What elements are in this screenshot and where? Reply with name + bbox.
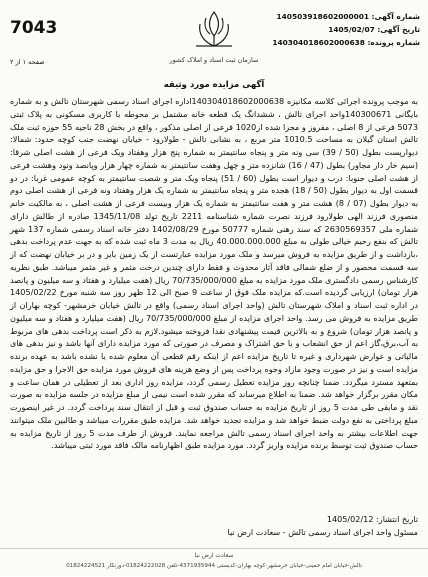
publish-date: تاریخ انتشار: 1405/02/12 — [326, 514, 418, 524]
footer-signature: سعادت ارض نیا — [194, 552, 234, 559]
case-number: شماره پرونده: 140304018602000638 — [272, 38, 420, 47]
ad-meta — [260, 10, 420, 49]
code-number: 7043 — [10, 18, 58, 38]
ad-title: آگهی مزایده مورد وثیقه — [163, 80, 265, 90]
header — [0, 0, 428, 72]
ad-body: به موجب پرونده اجرائی کلاسه مکانیزه 140304018602000638اداره اجرای اسناد رسمی شهرستان تالش و به شماره بایگانی 140300671واحد اجرای تالش ، ششدانگ یک قطعه خانه مشتمل بر محوطه با کاربری مسکونی به پلاک ثبتی 5073 فرعی از 8 اصلی ، مفروز و مجزا شده از1020 فرعی از اصلی مذکور ، واقع در بخش 28 ناحیه 55 حوزه ثبت ملک تالش استان گیلان به مساحت 1010.5 متر مربع ، به نشانی تالش - طولارود - خیابان نهضت جنب کوچه حدود: شمالا: دیوارپست بطول (50 / 39) سی ونه متر و پنجاه سانتیمتر به شماره پنج هزار وهفتاد ویک فرعی از هشت اصلی شرقا: (سیم خار دار مجاور) بطول (47 / 16) شانزده متر و چهل وهفت سانتیمتر به شماره چهار هزار وپانصد ونود وهشت فرعی از هشت اصلی جنوبا: درب و دیوار است بطول (60 / 51) پنجاه ویک متر و شصت سانتیمتر به کوچه عمومی غربا: در دو قسمت اول به دیوار بطول (50 / 18) هجده متر و پنجاه سانتیمتر به شماره یک هزار وهفتاد ونه فرعی از هشت اصلی دوم به دیوار بطول (07 / 8) هشت متر و هفت سانتیمتر به شماره یک هزار وبیست فرعی از هشت اصلی ، به مالکیت خانم منصوری فرزند الهی طولارود فرزند نصرت شماره شناسنامه 2211 تاریخ تولد 1345/11/08 صادره از طالش دارای شماره ملی 2630569357 که سند رهنی شماره 50777 مورخ 1402/08/29 دفتر خانه اسناد رسمی شماره 137 شهر تالش که بنفع رحیم خیالی طولی به مبلغ 40.000.000.000 ریال به مدت 3 ماه ثبت شده که به جهت عدم پرداخت بدهی ،بازداشت و از طریق مزایده به فروش میرسد و ملک مورد مزایده عبارتست از یک زمین بایر و در بر خیابان نهضت که از سه قسمت محصور و از ضلع شمالی فاقد آثار محدوث و فقط دارای چندین درخت مثمر و غیر مثمر میباشد. طبق نظریه کارشناس رسمی دادگستری ملک مورد مزایده به مبلغ 70/735/000/000 ریال (هفت میلیارد و هفتاد و سه میلیون و پانصد هزار تومان) ارزیابی گردیده است.که مزایده ملک فوق از ساعت 9 صبح الی 12 ظهر روز سه شنبه مورخ 1405/02/22 در اداره ثبت اسناد و املاک شهرستان تالش (واحد اجرای اسناد رسمی) واقع در تالش خیابان خرمشهر- کوچه بهاران از طریق مزایده به فروش می رسد. واحد اجرای مزایده از مبلغ 70/735/000/000 ریال (هفت میلیارد و هفتاد و سه میلیون و پانصد هزار تومان) شروع و به بالاترین قیمت پیشنهادی نقدا فروخته میشود.لازم به ذکر است پرداخت بدهی های مربوط به آب،برق،گاز اعم از حق انشعاب و یا حق اشتراک و مصرف در صورتی که مورد مزایده دارای آنها باشد و نیز بدهی های مالیاتی و عوارض شهرداری و غیره تا تاریخ مزایده اعم از اینکه رقم قطعی آن معلوم شده یا نشده باشد به عهده برنده مزایده است و نیز در صورت وجود مازاد وجوه پرداخت پس از وضع هزینه های فروش مورد مزایده حق الاجرا و حق مزایده بمتعهد مسترد میگردد. ضمنا چنانچه روز مزایده تعطیل رسمی گردد، مزایده روز اداری بعد از تعطیلی در همان ساعت و مکان مقرر برگزار خواهد شد. ضمنا به اطلاع میرساند که مقرر شده است نیمی از مبلغ مزایده در جلسه مزایده به صورت نقد و مابقی طی مدت 5 روز از تاریخ مزایده به حساب صندوق ثبت و قبل از انتقال سند پرداخت گردد. در غیر اینصورت مبلغ پرداختی به نفع دولت ضبط خواهد شد و مزایده تجدید خواهد شد. مزایده طبق مقررات میباشد و طالبین ملک میتوانند جهت اطلاعات بیشتر به واحد اجرای اسناد رسمی تالش مراجعه نمایند. فروش از طرف مدت 5 روز از تاریخ مزایده به حساب صندوق ثبت توسط برنده مزایده واریز گردد. مورد مزایده طبق اظهارنامه مالک فاقد مورد ثبتی میباشد. — [10, 96, 419, 451]
signature-line: مسئول واحد اجرای اسناد رسمی تالش - سعادت ارض نیا — [227, 527, 418, 537]
ad-number: شماره آگهی: 140503918602000001 — [276, 12, 420, 21]
org-name: سازمان ثبت اسناد و املاک کشور — [169, 56, 259, 64]
page-number: صفحه ۱ از ۲ — [10, 58, 45, 66]
ad-date: تاریخ آگهی: 1405/02/07 — [328, 25, 420, 34]
iran-emblem-icon — [188, 6, 240, 54]
footer — [0, 548, 428, 577]
footer-address: تالش-خیابان امام خمینی-خیابان خرمشهر-کوچه بهاران-کدپستی 4371935944-تلفن 01824222028-دورنگار 01824224521 — [66, 563, 362, 569]
